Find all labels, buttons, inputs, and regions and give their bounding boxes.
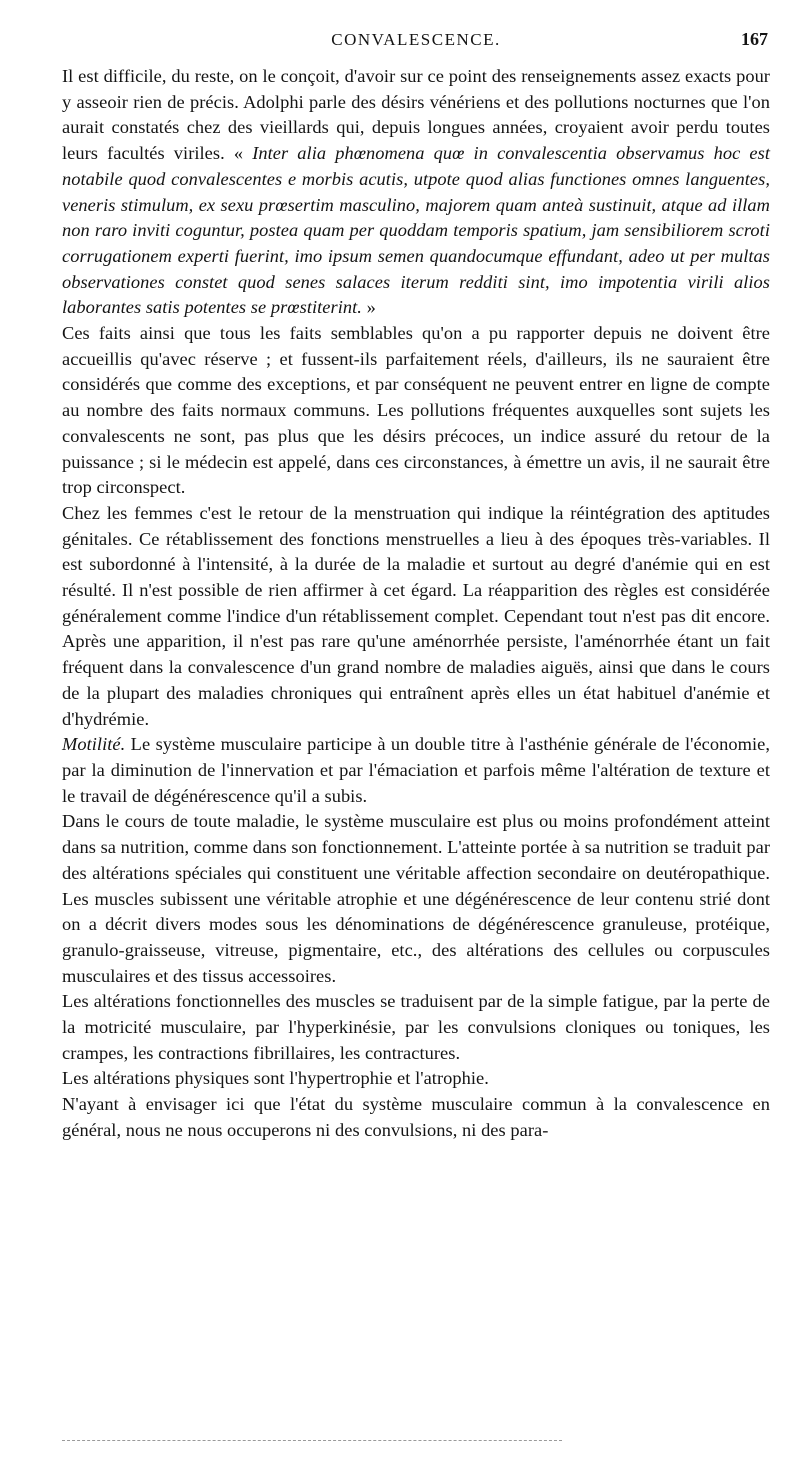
paragraph-fonctionnelles: Les altérations fonctionnelles des muscles se traduisent par de la simple fatigue, par la perte de la motricité musculaire, par l'hyperkinésie, par les convulsions cloniques ou toniques, les crampes, les contractions fibrillaires, les contractures.	[62, 991, 770, 1063]
paragraph-physiques: Les altérations physiques sont l'hypertrophie et l'atrophie.	[62, 1068, 489, 1089]
paragraph-menstruation: Chez les femmes c'est le retour de la menstruation qui indique la réintégration des aptitudes génitales. Ce rétablissement des fonctions menstruelles a lieu à des époques très-variables. Il est subordonné à l'intensité, à la durée de la maladie et surtout au degré d'anémie qui en est résulté. Il n'est possible de rien affirmer à cet égard. La réapparition des règles est considérée généralement comme l'indice d'un rétablissement complet. Cependant tout n'est pas dit encore. Après une apparition, il n'est pas rare qu'une aménorrhée persiste, l'aménorrhée étant un fait fréquent dans la convalescence d'un grand nombre de maladies aiguës, ainsi que dans le cours de la plupart des maladies chroniques qui entraînent après elles un état habituel d'anémie et d'hydrémie.	[62, 502, 770, 729]
paragraph-nutrition: Dans le cours de toute maladie, le système musculaire est plus ou moins profondément atteint dans sa nutrition, comme dans son fonctionnement. L'atteinte portée à sa nutrition se traduit par des altérations spéciales qui constituent une véritable affection secondaire on deutéropathique. Les muscles subissent une véritable atrophie et une dégénérescence de leur contenu strié dont on a décrit divers modes sous les dénominations de dégénérescence granuleuse, protéique, granulo-graisseuse, vitreuse, pigmentaire, etc., des altérations des cellules ou corpuscules musculaires et des tissus accessoires.	[62, 811, 770, 986]
page-number: 167	[741, 29, 768, 49]
paragraph-reserve: Ces faits ainsi que tous les faits semblables qu'on a pu rapporter depuis ne doivent être accueillis qu'avec réserve ; et fussent-ils parfaitement réels, d'ailleurs, ils ne sauraient être considérés que comme des exceptions, et par conséquent ne peuvent entrer en ligne de compte au nombre des faits normaux communs. Les pollutions fréquentes auxquelles sont sujets les convalescents ne sont, pas plus que les désirs précoces, un indice assuré du retour de la puissance ; si le médecin est appelé, dans ces circonstances, à émettre un avis, il ne saurait être trop circonspect.	[62, 323, 770, 498]
latin-quotation: Inter alia phœnomena quœ in convalescentia observamus hoc est notabile quod convalescentes e morbis acutis, utpote quod alias functiones omnes languentes, veneris stimulum, ex sexu prœsertim masculino, majorem quam anteà sustinuit, atque ad illam non raro inviti coguntur, postea quam per quoddam temporis spatium, jam sensibiliorem scroti corrugationem experti fuerint, imo ipsum semen quandocumque effundant, adeo ut per multas observationes constet quod senes salaces iterum redditi sint, imo impotentia virili alios laborantes satis potentes se prœstiterint.	[62, 143, 770, 318]
page-header	[62, 30, 770, 56]
paragraph-motilite	[62, 732, 770, 809]
footer-rule	[62, 1440, 562, 1441]
running-head: CONVALESCENCE.	[331, 30, 501, 49]
paragraph-convalescence: N'ayant à envisager ici que l'état du système musculaire commun à la convalescence en général, nous ne nous occuperons ni des convulsions, ni des para-	[62, 1094, 770, 1140]
paragraph-text: Il est difficile, du reste, on le conçoit, d'avoir sur ce point des renseignements assez exacts pour y asseoir rien de précis. Adolphi parle des désirs vénériens et des pollutions nocturnes que l'on aurait constatés chez des vieillards qui, depuis longues années, croyaient avoir perdu toutes leurs facultés viriles. «	[62, 66, 770, 164]
body-text	[62, 64, 770, 1144]
section-heading-motilite: Motilité.	[62, 734, 126, 755]
paragraph-adolphi-quote	[62, 64, 770, 321]
closing-guillemet: »	[361, 297, 376, 318]
paragraph-text: Le système musculaire participe à un double titre à l'asthénie générale de l'économie, par la diminution de l'innervation et par l'émaciation et parfois même l'altération de texture et le travail de dégénérescence qu'il a subis.	[62, 734, 770, 806]
